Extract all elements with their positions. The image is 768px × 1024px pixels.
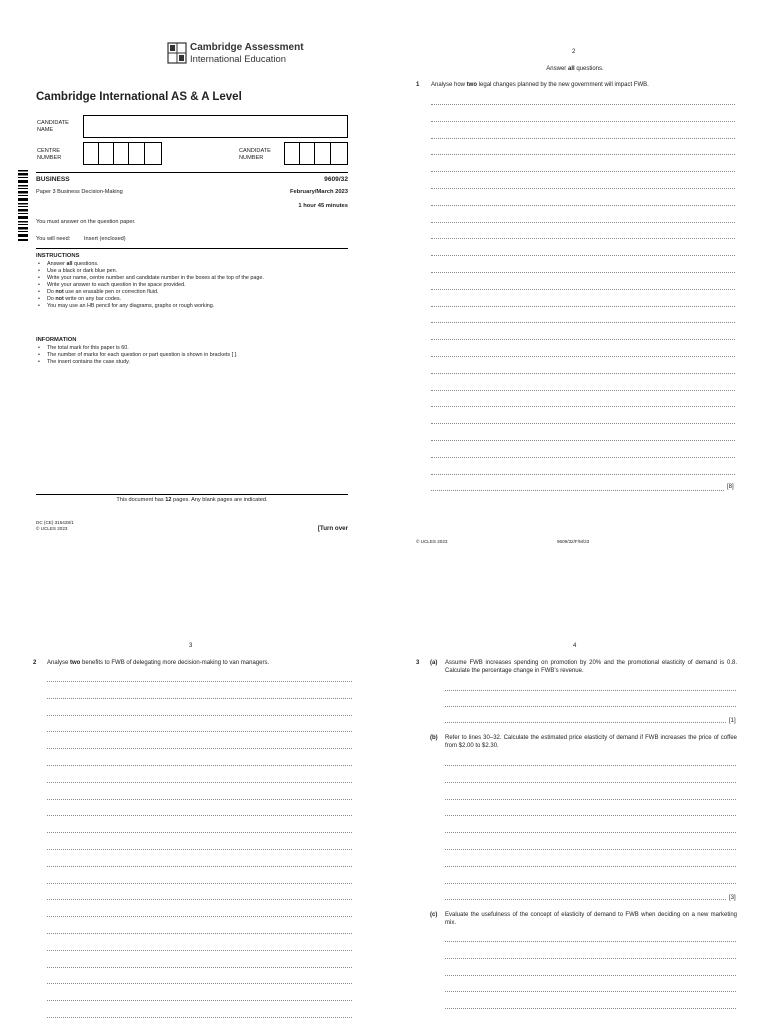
answer-line[interactable] [431,255,735,256]
subject-rule [36,172,348,173]
must-answer-note: You must answer on the question paper. [36,219,136,225]
answer-line[interactable] [47,950,352,951]
question-text: Analyse how two legal changes planned by the new government will impact FWB. [431,82,649,88]
pages-rule [36,494,348,495]
part-c-text: Evaluate the usefulness of the concept of elasticity of demand to FWB when deciding on a new marketing mix. [445,912,737,926]
instructions-rule [36,248,348,249]
answer-line[interactable] [47,1017,352,1018]
question-number: 1 [416,82,420,88]
pages-note: This document has 12 pages. Any blank pages are indicated. [116,497,268,503]
subject-label: BUSINESS [36,176,70,183]
instructions-list [38,261,348,310]
instruction-item: • Do not write on any bar codes. [38,296,348,303]
answer-line[interactable] [431,154,735,155]
paper-name: Paper 3 Business Decision-Making [36,189,123,195]
candidate-name-field[interactable] [83,115,348,138]
centre-number-label: CENTRE NUMBER [37,148,62,161]
turn-over: [Turn over [317,525,348,532]
answer-line[interactable] [445,1008,736,1009]
candidate-number-box[interactable] [314,142,331,165]
centre-number-box[interactable] [128,142,145,165]
answer-line[interactable] [431,272,735,273]
answer-line[interactable] [431,238,735,239]
answer-line[interactable] [445,815,736,816]
answer-all-note: Answer all questions. [546,66,604,72]
instruction-item: • Write your answer to each question in the space provided. [38,282,348,289]
page-number: 2 [572,49,576,55]
instruction-item: • Write your name, centre number and candidate number in the boxes at the top of the page. [38,275,348,282]
information-item: • The total mark for this paper is 60. [38,345,348,352]
answer-line[interactable] [431,339,735,340]
barcode [16,168,30,244]
answer-line[interactable] [47,748,352,749]
centre-number-box[interactable] [83,142,99,165]
question-text: Analyse two benefits to FWB of delegating more decision-making to van managers. [47,660,270,666]
mark-allocation: [3] [729,895,736,901]
page-title: Cambridge International AS & A Level [36,91,242,103]
paper-code: 9609/32 [324,176,348,183]
part-b-text: Refer to lines 30–32. Calculate the estimated price elasticity of demand if FWB increases the price of coffee from $2.00 to $2.30. [445,735,737,749]
answer-line[interactable] [445,883,736,884]
answer-line[interactable] [47,983,352,984]
centre-number-box[interactable] [98,142,114,165]
information-heading: INFORMATION [36,337,77,343]
answer-line[interactable] [431,440,735,441]
answer-line[interactable] [431,188,735,189]
question-number: 2 [33,660,37,666]
answer-line[interactable] [431,121,735,122]
answer-line[interactable] [445,849,736,850]
part-label: (a) [430,660,438,666]
information-list [38,345,348,366]
answer-line[interactable] [47,815,352,816]
page-number: 3 [189,643,193,649]
answer-line[interactable] [47,899,352,900]
part-a-text: Assume FWB increases spending on promotion by 20% and the promotional elasticity of demand is 0.8. Calculate the percentage change in FWB’s revenue. [445,660,737,674]
centre-number-box[interactable] [144,142,162,165]
question-number: 3 [416,660,420,666]
session: February/March 2023 [290,189,348,195]
answer-line[interactable] [431,138,735,139]
answer-line[interactable] [47,1000,352,1001]
answer-line[interactable] [445,975,736,976]
answer-line[interactable] [47,866,352,867]
part-label: (b) [430,735,438,741]
mark-allocation: [1] [729,718,736,724]
answer-line[interactable] [445,941,736,942]
answer-line[interactable] [431,306,735,307]
footer-copyright: © UCLES 2023 [36,526,68,531]
answer-line[interactable] [431,373,735,374]
answer-line[interactable] [445,782,736,783]
mark-allocation: [8] [727,484,734,490]
candidate-number-box[interactable] [284,142,300,165]
answer-line[interactable] [445,832,736,833]
will-need-value: Insert (enclosed) [84,236,126,242]
instructions-heading: INSTRUCTIONS [36,253,80,259]
page-number: 4 [573,643,577,649]
answer-line[interactable] [47,832,352,833]
answer-line[interactable] [431,322,735,323]
footer-code: 9609/32/F/M/23 [557,539,590,544]
answer-line[interactable] [47,849,352,850]
answer-line[interactable] [445,991,736,992]
answer-line[interactable] [47,782,352,783]
answer-line[interactable] [47,681,352,682]
answer-line[interactable] [431,390,735,391]
answer-line[interactable] [431,205,735,206]
answer-line[interactable] [431,490,724,491]
answer-line[interactable] [431,289,735,290]
answer-line[interactable] [445,722,726,723]
candidate-number-box[interactable] [299,142,315,165]
answer-line[interactable] [431,104,735,105]
cambridge-crest-icon [167,42,187,64]
centre-number-box[interactable] [113,142,129,165]
answer-line[interactable] [47,967,352,968]
answer-line[interactable] [47,715,352,716]
duration: 1 hour 45 minutes [298,203,348,209]
answer-line[interactable] [47,731,352,732]
answer-line[interactable] [47,883,352,884]
candidate-number-label: CANDIDATE NUMBER [239,148,271,161]
candidate-name-label: CANDIDATE NAME [37,120,69,133]
logo-line1: Cambridge Assessment [190,42,304,53]
footer-code: DC (CE) 315428/1 [36,520,74,525]
information-item: • The insert contains the case study. [38,359,348,366]
answer-line[interactable] [431,474,735,475]
answer-line[interactable] [47,916,352,917]
answer-line[interactable] [445,799,736,800]
answer-line[interactable] [445,690,736,691]
answer-line[interactable] [47,799,352,800]
answer-line[interactable] [47,765,352,766]
candidate-number-box[interactable] [330,142,348,165]
instruction-item: • Do not use an erasable pen or correction fluid. [38,289,348,296]
answer-line[interactable] [445,765,736,766]
answer-line[interactable] [47,933,352,934]
answer-line[interactable] [47,698,352,699]
answer-line[interactable] [445,866,736,867]
instruction-item: • You may use an HB pencil for any diagrams, graphs or rough working. [38,303,348,310]
logo-line2: International Education [190,53,286,64]
footer-copyright: © UCLES 2023 [416,539,448,544]
answer-line[interactable] [445,899,726,900]
answer-line[interactable] [445,706,736,707]
answer-line[interactable] [431,406,735,407]
part-label: (c) [430,912,438,918]
instruction-item: • Answer all questions. [38,261,348,268]
will-need-label: You will need: [36,236,71,242]
answer-line[interactable] [445,958,736,959]
instruction-item: • Use a black or dark blue pen. [38,268,348,275]
answer-line[interactable] [431,423,735,424]
answer-line[interactable] [431,356,735,357]
information-item: • The number of marks for each question or part question is shown in brackets [ ]. [38,352,348,359]
answer-line[interactable] [431,457,735,458]
answer-line[interactable] [431,171,735,172]
answer-line[interactable] [431,222,735,223]
